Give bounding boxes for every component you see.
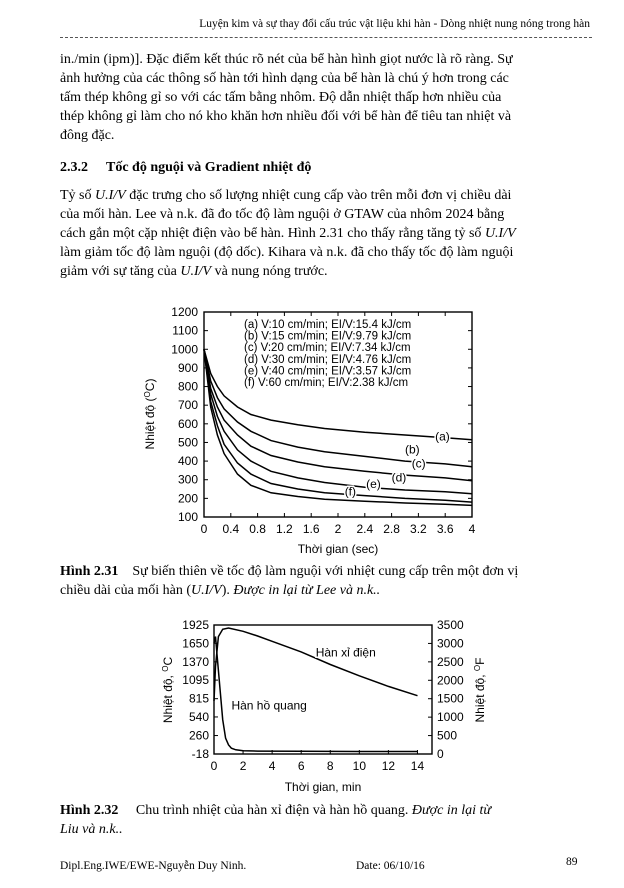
figure-label: Hình 2.32: [60, 803, 119, 818]
x-tick-label: 14: [410, 759, 425, 773]
legend-entry: (d) V:30 cm/min; EI/V:4.76 kJ/cm: [244, 353, 412, 366]
y-axis-label-right: Nhiệt độ, $^O$F: [473, 657, 487, 723]
y-tick-label-right: 2500: [437, 654, 464, 669]
y-tick-label: 815: [188, 691, 209, 706]
y-tick-label-right: 1500: [437, 691, 464, 706]
section-heading: [60, 160, 311, 176]
y-tick-label: 1000: [171, 342, 198, 357]
x-tick-label: 2.4: [356, 522, 374, 536]
y-tick-label-right: 3000: [437, 636, 464, 651]
y-tick-label: 1925: [182, 618, 209, 632]
paragraph-line: đông đặc.: [60, 128, 115, 143]
x-tick-label: 2: [334, 522, 342, 536]
y-tick-label: 260: [188, 728, 209, 743]
y-tick-label: 400: [177, 454, 198, 469]
legend-entry: (b) V:15 cm/min; EI/V:9.79 kJ/cm: [244, 330, 412, 343]
footer-author: Dipl.Eng.IWE/EWE-Nguyễn Duy Ninh.: [60, 860, 247, 872]
paragraph-line: làm giảm tốc độ làm nguội (độ dốc). Kihara và n.k. đã cho thấy tốc độ làm nguội: [60, 245, 514, 260]
section-title: Tốc độ nguội và Gradient nhiệt độ: [106, 160, 312, 175]
series-label: (b): [405, 442, 420, 457]
figure-caption-2-31: Hình 2.31 Sự biến thiên về tốc độ làm nguội với nhiệt cung cấp trên một đơn vị chiều dài của mối hàn (U.I/V). Được in lại từ Lee và n.k..: [60, 564, 519, 598]
x-tick-label: 0: [200, 522, 208, 536]
x-tick-label: 8: [326, 759, 334, 773]
x-tick-label: 3.2: [410, 522, 427, 536]
y-tick-label: 900: [177, 360, 198, 375]
y-tick-label: 500: [177, 435, 198, 450]
x-axis-label: Thời gian (sec): [297, 542, 379, 556]
x-tick-label: 1.2: [276, 522, 293, 536]
series-label: Hàn hồ quang: [231, 698, 307, 713]
x-tick-label: 1.6: [302, 522, 320, 536]
figure-caption-2-32: Hình 2.32 Chu trình nhiệt của hàn xỉ điện và hàn hồ quang. Được in lại từ Liu và n.k..: [60, 803, 492, 837]
y-tick-label: 1200: [171, 305, 198, 319]
y-tick-label-right: 2000: [437, 673, 464, 688]
x-tick-label: 2: [239, 759, 247, 773]
paragraph-line: cách gắn một cặp nhiệt điện vào bể hàn. Hình 2.31 cho thấy rằng tăng tỷ số U.I/V: [60, 226, 516, 241]
paragraph-line: giảm với sự tăng của U.I/V và nung nóng trước.: [60, 264, 328, 279]
x-tick-label: 4: [468, 522, 476, 536]
y-tick-label: 540: [188, 709, 209, 724]
legend-entry: (a) V:10 cm/min; EI/V:15.4 kJ/cm: [244, 319, 412, 331]
legend-entry: (f) V:60 cm/min; EI/V:2.38 kJ/cm: [244, 377, 409, 389]
y-tick-label: 1650: [182, 636, 209, 651]
thermal-cycle-chart: [158, 615, 498, 797]
electroslag-series-line: [214, 628, 418, 701]
paragraph-line: của mối hàn. Lee và n.k. đã đo tốc độ làm nguội ở GTAW của nhôm 2024 bằng: [60, 207, 505, 222]
series-label: (c): [411, 456, 426, 471]
running-header: Luyện kim và sự thay đổi cấu trúc vật liệu khi hàn - Dòng nhiệt nung nóng trong hàn: [199, 18, 590, 30]
paragraph-line: Tỷ số U.I/V đặc trưng cho số lượng nhiệt cung cấp vào trên mỗi đơn vị chiều dài: [60, 188, 512, 203]
paragraph-line: tấm thép không gỉ so với các tấm bằng nhôm. Độ dẫn nhiệt thấp hơn nhiều của: [60, 90, 502, 105]
y-tick-label-right: 500: [437, 728, 458, 743]
cooling-rate-chart: [140, 302, 490, 560]
x-tick-label: 0.4: [222, 522, 240, 536]
series-label: (e): [366, 477, 381, 492]
header-divider: [60, 37, 592, 38]
x-tick-label: 6: [297, 759, 305, 773]
series-label: (a): [435, 429, 450, 444]
y-axis-label-left: Nhiệt độ, $^O$C: [161, 656, 175, 724]
y-tick-label-right: 0: [437, 747, 444, 761]
x-tick-label: 10: [352, 759, 367, 773]
legend-entry: (e) V:40 cm/min; EI/V:3.57 kJ/cm: [244, 365, 412, 378]
y-tick-label: 1095: [182, 673, 209, 688]
y-tick-label: 300: [177, 472, 198, 487]
y-tick-label: 600: [177, 416, 198, 431]
series-label: (d): [391, 470, 407, 485]
x-axis-label: Thời gian, min: [284, 780, 362, 794]
figure-label: Hình 2.31: [60, 564, 119, 579]
legend-entry: (c) V:20 cm/min; EI/V:7.34 kJ/cm: [244, 342, 411, 355]
paragraph-line: in./min (ipm)]. Đặc điểm kết thúc rõ nét của bể hàn hình giọt nước là rõ ràng. Sự: [60, 52, 513, 67]
page-number: 89: [566, 856, 578, 868]
x-tick-label: 2.8: [383, 522, 400, 536]
section-number: 2.3.2: [60, 160, 88, 175]
series-label: Hàn xỉ điện: [315, 645, 376, 660]
y-tick-label: -18: [191, 747, 209, 761]
footer-date: Date: 06/10/16: [356, 860, 425, 872]
paragraph-line: thép không gỉ làm cho nó kho khăn hơn nhiều đối với bể hàn để tiêu tan nhiệt và: [60, 109, 512, 124]
y-tick-label-right: 3500: [437, 618, 464, 632]
y-axis-label: Nhiệt độ ($^O$C): [143, 378, 157, 450]
y-tick-label: 1100: [172, 323, 198, 338]
y-tick-label: 200: [177, 491, 198, 506]
paragraph-line: ảnh hưởng của các thông số hàn tới hình dạng của bể hàn là chú ý hơn trong các: [60, 71, 509, 86]
y-tick-label: 100: [177, 510, 198, 524]
x-tick-label: 0: [210, 759, 218, 773]
x-tick-label: 4: [268, 759, 276, 773]
x-tick-label: 0.8: [249, 522, 266, 536]
y-tick-label: 700: [177, 398, 198, 413]
x-tick-label: 12: [381, 759, 396, 773]
series-label: (f): [344, 484, 357, 499]
y-tick-label: 1370: [182, 654, 209, 669]
x-tick-label: 3.6: [436, 522, 454, 536]
y-tick-label-right: 1000: [437, 710, 464, 725]
y-tick-label: 800: [177, 379, 198, 394]
